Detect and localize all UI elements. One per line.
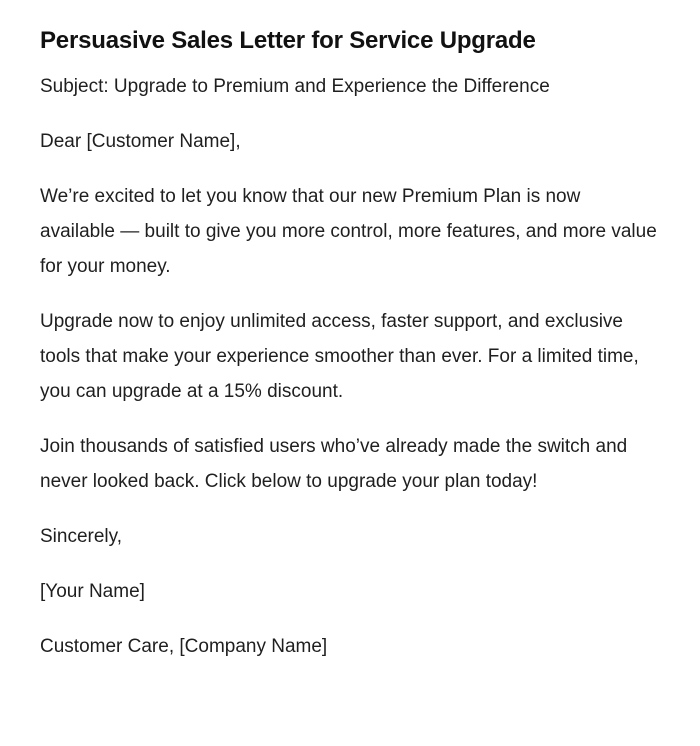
letter-signature-name: [Your Name] — [40, 581, 145, 602]
letter-greeting: Dear [Customer Name], — [40, 131, 241, 152]
letter-subject: Subject: Upgrade to Premium and Experience the Difference — [40, 76, 550, 97]
letter-paragraph-announcement: We’re excited to let you know that our new Premium Plan is now available — built to give you more control, more features, and more value for your money. — [40, 186, 657, 277]
letter-title: Persuasive Sales Letter for Service Upgrade — [40, 27, 536, 54]
letter-paragraph-call-to-action: Join thousands of satisfied users who’ve already made the switch and never looked back. Click below to upgrade your plan today! — [40, 436, 628, 492]
letter-signature-title: Customer Care, [Company Name] — [40, 636, 328, 657]
letter-paragraph-offer: Upgrade now to enjoy unlimited access, faster support, and exclusive tools that make your experience smoother than ever. For a limited time, you can upgrade at a 15% discount. — [40, 311, 639, 402]
letter-closing: Sincerely, — [40, 526, 123, 547]
